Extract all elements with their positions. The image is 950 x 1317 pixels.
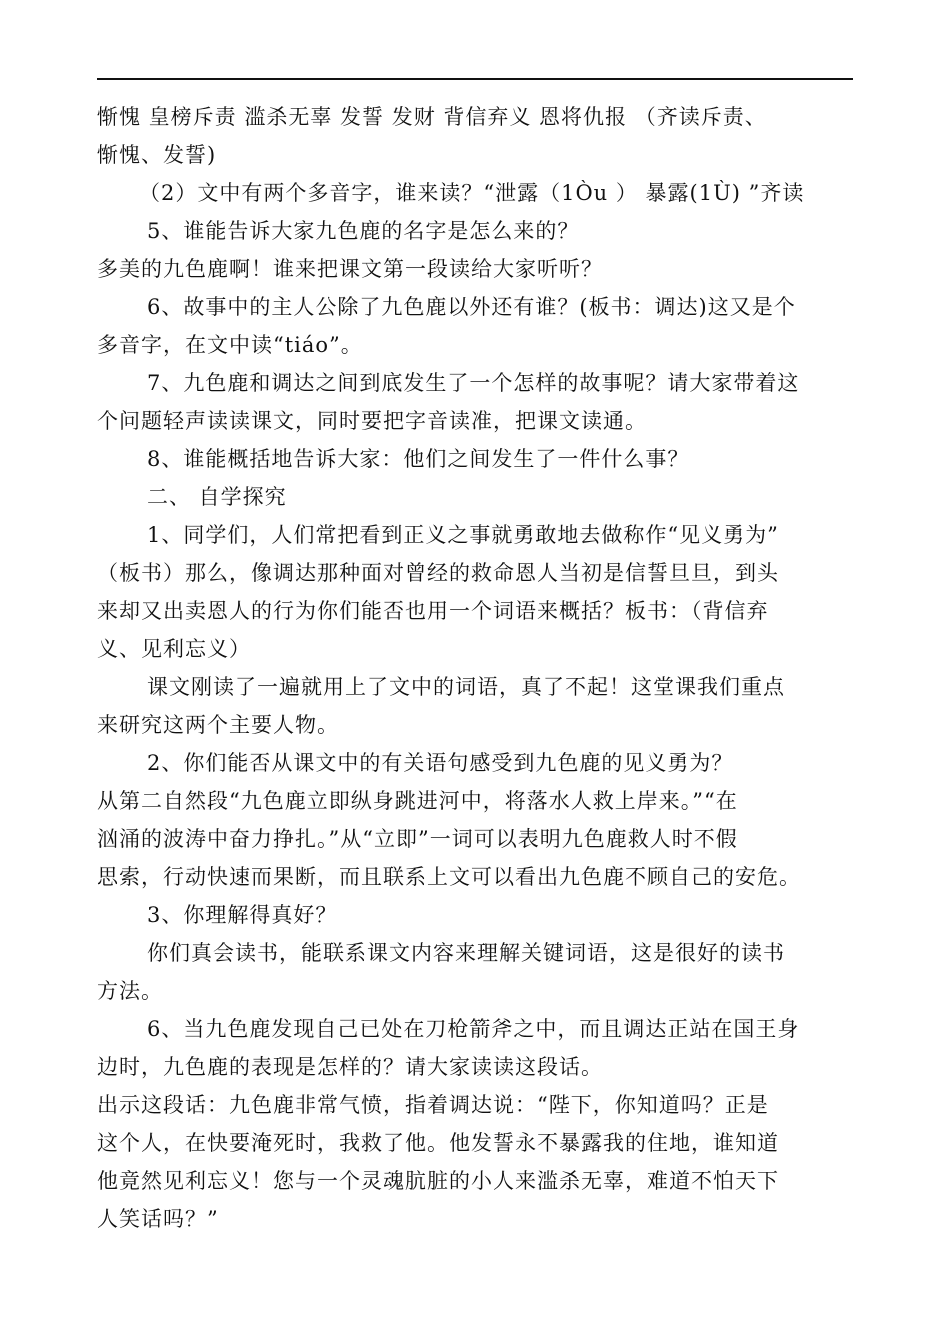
text-line: 来却又出卖恩人的行为你们能否也用一个词语来概括？板书：（背信弃	[97, 599, 769, 623]
text-line: 课文刚读了一遍就用上了文中的词语，真了不起！这堂课我们重点	[147, 675, 785, 699]
text-line: 个问题轻声读读课文，同时要把字音读准，把课文读通。	[97, 409, 647, 433]
text-line: （板书）那么，像调达那种面对曾经的救命恩人当初是信誓旦旦，到头	[97, 561, 779, 585]
text-line: 这个人，在快要淹死时，我救了他。他发誓永不暴露我的住地，谁知道	[97, 1131, 779, 1155]
text-line: 思索，行动快速而果断，而且联系上文可以看出九色鹿不顾自己的安危。	[97, 865, 801, 889]
header-rule	[97, 78, 853, 80]
text-line: 从第二自然段“九色鹿立即纵身跳进河中，将落水人救上岸来。”“在	[97, 789, 738, 813]
body-text	[97, 98, 853, 1238]
text-line: 二、 自学探究	[147, 485, 287, 509]
text-line: 义、见利忘义）	[97, 637, 251, 661]
text-line: 8、谁能概括地告诉大家：他们之间发生了一件什么事？	[147, 447, 690, 471]
text-line: 多美的九色鹿啊！谁来把课文第一段读给大家听听？	[97, 257, 603, 281]
text-line: 你们真会读书，能联系课文内容来理解关键词语，这是很好的读书	[147, 941, 785, 965]
text-line: 多音字，在文中读“tiáo”。	[97, 333, 363, 357]
text-line: 人笑话吗？”	[97, 1207, 219, 1231]
text-line: 6、故事中的主人公除了九色鹿以外还有谁？(板书：调达)这又是个	[147, 295, 796, 319]
text-line: （2）文中有两个多音字，谁来读？“泄露（1Òu ） 暴露(1Ù) ”齐读	[139, 181, 805, 205]
text-line: 汹涌的波涛中奋力挣扎。”从“立即”一词可以表明九色鹿救人时不假	[97, 827, 738, 851]
text-line: 边时，九色鹿的表现是怎样的？请大家读读这段话。	[97, 1055, 603, 1079]
text-line: 惭愧 皇榜斥责 滥杀无辜 发誓 发财 背信弃义 恩将仇报 （齐读斥责、	[97, 105, 767, 129]
text-line: 他竟然见利忘义！您与一个灵魂肮脏的小人来滥杀无辜，难道不怕天下	[97, 1169, 779, 1193]
text-line: 7、九色鹿和调达之间到底发生了一个怎样的故事呢？请大家带着这	[147, 371, 800, 395]
text-line: 3、你理解得真好？	[147, 903, 338, 927]
text-line: 惭愧、发誓)	[97, 143, 217, 167]
text-line: 6、当九色鹿发现自己已处在刀枪箭斧之中，而且调达正站在国王身	[147, 1017, 800, 1041]
text-line: 5、谁能告诉大家九色鹿的名字是怎么来的？	[147, 219, 580, 243]
text-line: 方法。	[97, 979, 163, 1003]
text-line: 来研究这两个主要人物。	[97, 713, 339, 737]
text-line: 出示这段话：九色鹿非常气愤，指着调达说：“陛下，你知道吗？正是	[97, 1093, 769, 1117]
text-line: 2、你们能否从课文中的有关语句感受到九色鹿的见义勇为？	[147, 751, 734, 775]
text-line: 1、同学们，人们常把看到正义之事就勇敢地去做称作“见义勇为”	[147, 523, 779, 547]
